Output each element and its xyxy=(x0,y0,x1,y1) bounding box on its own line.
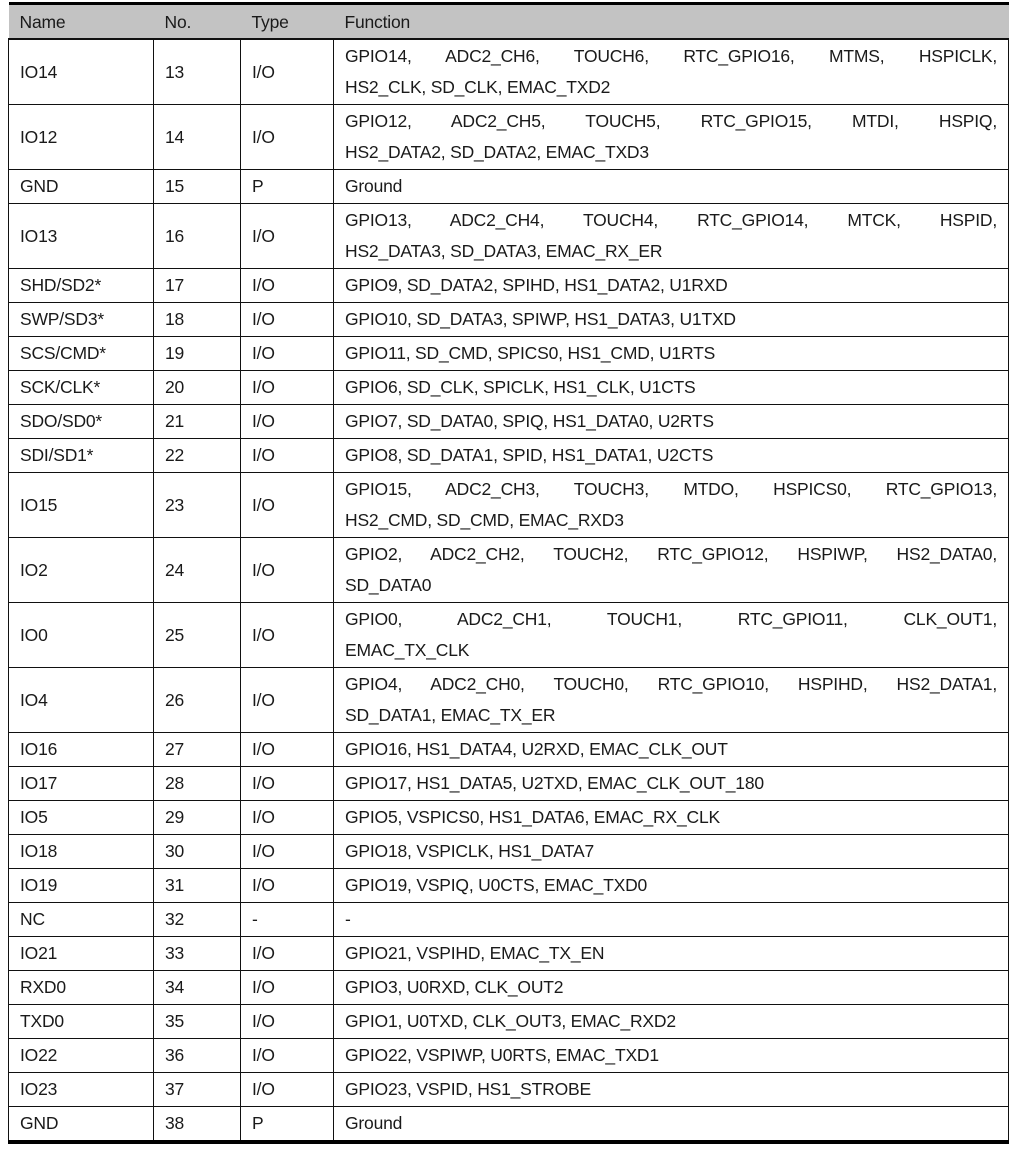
pin-type-cell: I/O xyxy=(241,269,334,303)
pin-name-cell: RXD0 xyxy=(9,971,154,1005)
pin-definition-table xyxy=(8,2,1009,1144)
pin-function-cell xyxy=(334,105,1009,170)
pin-type-cell: I/O xyxy=(241,767,334,801)
table-row xyxy=(9,1005,1009,1039)
pin-number-cell: 28 xyxy=(154,767,241,801)
pin-function-cell xyxy=(334,538,1009,603)
function-line: GPIO0, ADC2_CH1, TOUCH1, RTC_GPIO11, CLK_OUT1, xyxy=(345,609,997,629)
function-line: GPIO6, SD_CLK, SPICLK, HS1_CLK, U1CTS xyxy=(345,377,696,397)
function-line: GPIO8, SD_DATA1, SPID, HS1_DATA1, U2CTS xyxy=(345,445,714,465)
pin-type-cell: I/O xyxy=(241,39,334,105)
table-row xyxy=(9,371,1009,405)
pin-number-cell: 29 xyxy=(154,801,241,835)
table-row xyxy=(9,668,1009,733)
table-row xyxy=(9,603,1009,668)
pin-type-cell: I/O xyxy=(241,603,334,668)
table-row xyxy=(9,801,1009,835)
pin-name-cell: IO15 xyxy=(9,473,154,538)
function-line: GPIO7, SD_DATA0, SPIQ, HS1_DATA0, U2RTS xyxy=(345,411,714,431)
pin-name-cell: IO23 xyxy=(9,1073,154,1107)
pin-function-cell xyxy=(334,303,1009,337)
function-line: GPIO17, HS1_DATA5, U2TXD, EMAC_CLK_OUT_180 xyxy=(345,773,764,793)
function-line: GPIO9, SD_DATA2, SPIHD, HS1_DATA2, U1RXD xyxy=(345,275,728,295)
function-line: HS2_DATA2, SD_DATA2, EMAC_TXD3 xyxy=(345,142,649,162)
pin-function-cell xyxy=(334,439,1009,473)
table-row xyxy=(9,405,1009,439)
pin-type-cell: I/O xyxy=(241,971,334,1005)
function-line: GPIO10, SD_DATA3, SPIWP, HS1_DATA3, U1TXD xyxy=(345,309,736,329)
pin-number-cell: 32 xyxy=(154,903,241,937)
table-row xyxy=(9,835,1009,869)
pin-function-cell xyxy=(334,269,1009,303)
column-header-no: No. xyxy=(154,4,241,40)
pin-name-cell: SDO/SD0* xyxy=(9,405,154,439)
pin-name-cell: IO12 xyxy=(9,105,154,170)
pin-number-cell: 14 xyxy=(154,105,241,170)
table-row xyxy=(9,733,1009,767)
function-line: HS2_CLK, SD_CLK, EMAC_TXD2 xyxy=(345,77,611,97)
table-row xyxy=(9,1039,1009,1073)
pin-name-cell: SWP/SD3* xyxy=(9,303,154,337)
table-row xyxy=(9,767,1009,801)
pin-number-cell: 22 xyxy=(154,439,241,473)
function-line: Ground xyxy=(345,176,403,196)
function-line: GPIO2, ADC2_CH2, TOUCH2, RTC_GPIO12, HSPIWP, HS2_DATA0, xyxy=(345,544,997,564)
pin-number-cell: 21 xyxy=(154,405,241,439)
pin-function-cell xyxy=(334,204,1009,269)
pin-number-cell: 20 xyxy=(154,371,241,405)
function-line: SD_DATA1, EMAC_TX_ER xyxy=(345,705,556,725)
pin-function-cell xyxy=(334,371,1009,405)
function-line: GPIO15, ADC2_CH3, TOUCH3, MTDO, HSPICS0, RTC_GPIO13, xyxy=(345,479,997,499)
pin-type-cell: I/O xyxy=(241,937,334,971)
function-line: SD_DATA0 xyxy=(345,575,432,595)
pin-number-cell: 17 xyxy=(154,269,241,303)
pin-function-cell xyxy=(334,869,1009,903)
pin-function-cell xyxy=(334,1107,1009,1143)
pin-number-cell: 25 xyxy=(154,603,241,668)
pin-number-cell: 13 xyxy=(154,39,241,105)
pin-type-cell: I/O xyxy=(241,835,334,869)
pin-function-cell xyxy=(334,971,1009,1005)
pin-name-cell: GND xyxy=(9,170,154,204)
table-row xyxy=(9,937,1009,971)
pin-name-cell: IO17 xyxy=(9,767,154,801)
pin-type-cell: I/O xyxy=(241,439,334,473)
function-line: GPIO16, HS1_DATA4, U2RXD, EMAC_CLK_OUT xyxy=(345,739,728,759)
function-line: - xyxy=(345,909,351,929)
pin-function-cell xyxy=(334,733,1009,767)
function-line: Ground xyxy=(345,1113,403,1133)
pin-type-cell: I/O xyxy=(241,668,334,733)
pin-number-cell: 24 xyxy=(154,538,241,603)
function-line: GPIO23, VSPID, HS1_STROBE xyxy=(345,1079,591,1099)
pin-number-cell: 38 xyxy=(154,1107,241,1143)
pin-name-cell: IO2 xyxy=(9,538,154,603)
pin-function-cell xyxy=(334,405,1009,439)
pin-type-cell: I/O xyxy=(241,1005,334,1039)
pin-function-cell xyxy=(334,473,1009,538)
pin-number-cell: 15 xyxy=(154,170,241,204)
pin-number-cell: 26 xyxy=(154,668,241,733)
table-row xyxy=(9,869,1009,903)
pin-number-cell: 19 xyxy=(154,337,241,371)
pin-function-cell xyxy=(334,337,1009,371)
pin-type-cell: I/O xyxy=(241,405,334,439)
function-line: GPIO19, VSPIQ, U0CTS, EMAC_TXD0 xyxy=(345,875,648,895)
pin-number-cell: 36 xyxy=(154,1039,241,1073)
pin-function-cell xyxy=(334,767,1009,801)
column-header-name: Name xyxy=(9,4,154,40)
pin-number-cell: 30 xyxy=(154,835,241,869)
pin-type-cell: I/O xyxy=(241,473,334,538)
pin-number-cell: 37 xyxy=(154,1073,241,1107)
header-row xyxy=(9,4,1009,40)
pin-type-cell: I/O xyxy=(241,733,334,767)
pin-number-cell: 18 xyxy=(154,303,241,337)
pin-function-cell xyxy=(334,835,1009,869)
pin-name-cell: GND xyxy=(9,1107,154,1143)
pin-function-cell xyxy=(334,903,1009,937)
pin-function-cell xyxy=(334,1039,1009,1073)
table-row xyxy=(9,337,1009,371)
column-header-function: Function xyxy=(334,4,1009,40)
table-row xyxy=(9,170,1009,204)
pin-name-cell: IO22 xyxy=(9,1039,154,1073)
function-line: GPIO14, ADC2_CH6, TOUCH6, RTC_GPIO16, MTMS, HSPICLK, xyxy=(345,46,997,66)
table-row xyxy=(9,39,1009,105)
pin-number-cell: 33 xyxy=(154,937,241,971)
pin-type-cell: I/O xyxy=(241,371,334,405)
pin-name-cell: TXD0 xyxy=(9,1005,154,1039)
pin-name-cell: IO21 xyxy=(9,937,154,971)
table-row xyxy=(9,439,1009,473)
column-header-type: Type xyxy=(241,4,334,40)
pin-name-cell: IO18 xyxy=(9,835,154,869)
pin-type-cell: I/O xyxy=(241,337,334,371)
pin-type-cell: I/O xyxy=(241,538,334,603)
table-row xyxy=(9,1107,1009,1143)
pin-type-cell: I/O xyxy=(241,1039,334,1073)
function-line: GPIO13, ADC2_CH4, TOUCH4, RTC_GPIO14, MTCK, HSPID, xyxy=(345,210,997,230)
pin-number-cell: 27 xyxy=(154,733,241,767)
function-line: GPIO22, VSPIWP, U0RTS, EMAC_TXD1 xyxy=(345,1045,659,1065)
function-line: GPIO18, VSPICLK, HS1_DATA7 xyxy=(345,841,594,861)
pin-name-cell: IO16 xyxy=(9,733,154,767)
pin-name-cell: IO13 xyxy=(9,204,154,269)
pin-type-cell: - xyxy=(241,903,334,937)
pin-type-cell: P xyxy=(241,170,334,204)
pin-type-cell: I/O xyxy=(241,869,334,903)
function-line: GPIO4, ADC2_CH0, TOUCH0, RTC_GPIO10, HSPIHD, HS2_DATA1, xyxy=(345,674,997,694)
pin-function-cell xyxy=(334,801,1009,835)
pin-number-cell: 31 xyxy=(154,869,241,903)
table-row xyxy=(9,903,1009,937)
pin-name-cell: IO5 xyxy=(9,801,154,835)
table-row xyxy=(9,1073,1009,1107)
table-row xyxy=(9,204,1009,269)
pin-name-cell: SCK/CLK* xyxy=(9,371,154,405)
pin-type-cell: I/O xyxy=(241,105,334,170)
table-row xyxy=(9,269,1009,303)
table-row xyxy=(9,971,1009,1005)
pin-name-cell: IO19 xyxy=(9,869,154,903)
pin-name-cell: SDI/SD1* xyxy=(9,439,154,473)
function-line: GPIO11, SD_CMD, SPICS0, HS1_CMD, U1RTS xyxy=(345,343,716,363)
table-row xyxy=(9,473,1009,538)
pin-type-cell: I/O xyxy=(241,801,334,835)
pin-function-cell xyxy=(334,170,1009,204)
pin-name-cell: SHD/SD2* xyxy=(9,269,154,303)
pin-function-cell xyxy=(334,1005,1009,1039)
pin-number-cell: 35 xyxy=(154,1005,241,1039)
pin-number-cell: 23 xyxy=(154,473,241,538)
function-line: GPIO1, U0TXD, CLK_OUT3, EMAC_RXD2 xyxy=(345,1011,676,1031)
table-row xyxy=(9,303,1009,337)
function-line: GPIO12, ADC2_CH5, TOUCH5, RTC_GPIO15, MTDI, HSPIQ, xyxy=(345,111,997,131)
pin-type-cell: I/O xyxy=(241,204,334,269)
pin-type-cell: I/O xyxy=(241,303,334,337)
pin-type-cell: I/O xyxy=(241,1073,334,1107)
pin-name-cell: NC xyxy=(9,903,154,937)
function-line: EMAC_TX_CLK xyxy=(345,640,470,660)
pin-name-cell: IO14 xyxy=(9,39,154,105)
pin-name-cell: IO0 xyxy=(9,603,154,668)
pin-function-cell xyxy=(334,39,1009,105)
pin-type-cell: P xyxy=(241,1107,334,1143)
table-row xyxy=(9,538,1009,603)
function-line: GPIO5, VSPICS0, HS1_DATA6, EMAC_RX_CLK xyxy=(345,807,720,827)
function-line: HS2_DATA3, SD_DATA3, EMAC_RX_ER xyxy=(345,241,663,261)
function-line: GPIO21, VSPIHD, EMAC_TX_EN xyxy=(345,943,605,963)
pin-function-cell xyxy=(334,1073,1009,1107)
pin-function-cell xyxy=(334,937,1009,971)
pin-name-cell: IO4 xyxy=(9,668,154,733)
function-line: HS2_CMD, SD_CMD, EMAC_RXD3 xyxy=(345,510,624,530)
pin-name-cell: SCS/CMD* xyxy=(9,337,154,371)
function-line: GPIO3, U0RXD, CLK_OUT2 xyxy=(345,977,564,997)
pin-function-cell xyxy=(334,668,1009,733)
table-row xyxy=(9,105,1009,170)
pin-number-cell: 34 xyxy=(154,971,241,1005)
pin-function-cell xyxy=(334,603,1009,668)
pin-number-cell: 16 xyxy=(154,204,241,269)
